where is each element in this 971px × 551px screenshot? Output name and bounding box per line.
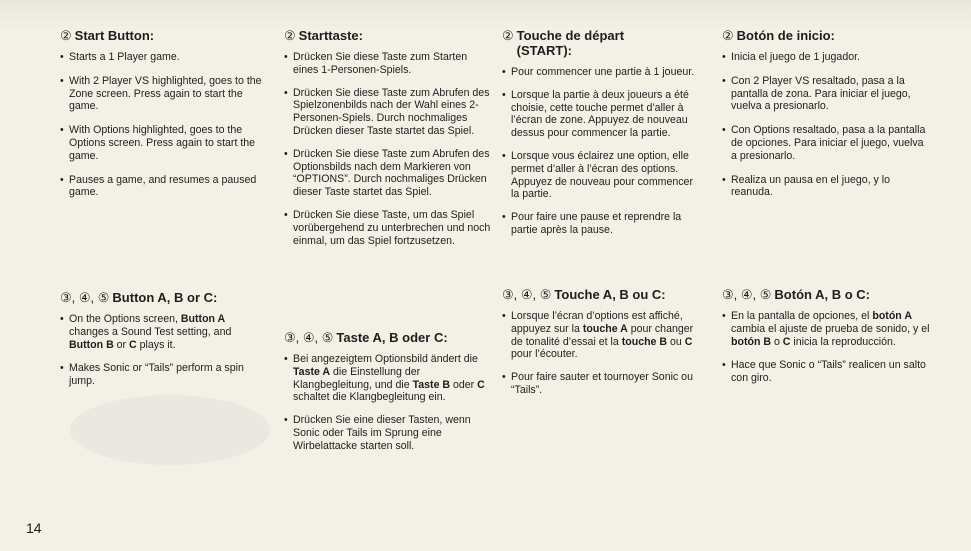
starttaste-list (284, 51, 492, 247)
list-item: • Drücken Sie eine dieser Tasten, wenn Sonic oder Tails im Sprung eine Wirbelattacke starten soll. (284, 414, 492, 452)
list-item: • Con Options resaltado, pasa a la pantalla de opciones. Para iniciar el juego, vuelva a presionarlo. (722, 124, 932, 162)
touche-abc-heading: ③, ④, ⑤ Touche A, B ou C: (502, 287, 666, 302)
list-item: • Lorsque vous éclairez une option, elle permet d’aller à l’écran des options. Appuyez de nouveau pour commencer la partie. (502, 150, 702, 201)
column-french (502, 28, 702, 248)
bleed-through-header (0, 0, 971, 30)
touche-depart-heading: ② Touche de départ (START): (502, 28, 625, 58)
list-item: • Lorsque la partie à deux joueurs a été choisie, cette touche permet d’aller à l’écran de zone. Appuyez de nouveau dessus pour commencer la partie. (502, 89, 702, 140)
list-item: • With 2 Player VS highlighted, goes to the Zone screen. Press again to start the game. (60, 75, 268, 113)
boton-abc-heading: ③, ④, ⑤ Botón A, B o C: (722, 287, 870, 302)
list-item: • En la pantalla de opciones, el botón A cambia el ajuste de prueba de sonido, y el botón B o C inicia la reproducción. (722, 310, 932, 348)
column-french-abc (502, 287, 702, 408)
column-german-abc (284, 330, 492, 464)
boton-inicio-list (722, 51, 932, 199)
list-item: • Bei angezeigtem Optionsbild ändert die Taste A die Einstellung der Klangbegleitung, und die Taste B oder C schaltet die Klangbegleitung ein. (284, 353, 492, 404)
list-item: • Lorsque l’écran d’options est affiché, appuyez sur la touche A pour changer de tonalité d’essai et la touche B ou C pour l’écouter. (502, 310, 702, 361)
list-item: • On the Options screen, Button A changes a Sound Test setting, and Button B or C plays it. (60, 313, 268, 351)
list-item: • Pour faire une pause et reprendre la partie après la pause. (502, 211, 702, 237)
column-spanish (722, 28, 932, 210)
list-item: • Pour commencer une partie à 1 joueur. (502, 66, 702, 79)
bleed-through-illustration (70, 395, 270, 465)
list-item: • Drücken Sie diese Taste, um das Spiel vorübergehend zu unterbrechen und noch einmal, um das Spiel fortzusetzen. (284, 209, 492, 247)
list-item: • Starts a 1 Player game. (60, 51, 268, 64)
list-item: • Inicia el juego de 1 jugador. (722, 51, 932, 64)
column-spanish-abc (722, 287, 932, 396)
list-item: • Pour faire sauter et tournoyer Sonic ou “Tails”. (502, 371, 702, 397)
boton-inicio-heading: ② Botón de inicio: (722, 28, 835, 43)
list-item: • Makes Sonic or “Tails” perform a spin jump. (60, 362, 268, 388)
list-item: • Con 2 Player VS resaltado, pasa a la pantalla de zona. Para iniciar el juego, vuelva a presionarlo. (722, 75, 932, 113)
page-number: 14 (26, 520, 42, 536)
list-item: • With Options highlighted, goes to the Options screen. Press again to start the game. (60, 124, 268, 162)
taste-abc-heading: ③, ④, ⑤ Taste A, B oder C: (284, 330, 448, 345)
abc-button-list (60, 313, 268, 388)
abc-button-heading: ③, ④, ⑤ Button A, B or C: (60, 290, 218, 305)
boton-abc-list (722, 310, 932, 385)
list-item: • Drücken Sie diese Taste zum Abrufen des Optionsbilds nach dem Markieren von “OPTIONS”. Durch nochmaliges Drücken dieser Taste startet das Spiel. (284, 148, 492, 199)
start-button-list (60, 51, 268, 199)
column-english (60, 28, 268, 210)
starttaste-heading: ② Starttaste: (284, 28, 363, 43)
list-item: • Drücken Sie diese Taste zum Abrufen des Spielzonenbilds nach der Wahl eines 2-Personen-Spiels. Durch nochmaliges Drücken dieser Taste startet das Spiel. (284, 87, 492, 138)
touche-depart-list (502, 66, 702, 237)
column-german (284, 28, 492, 258)
start-button-heading: ② Start Button: (60, 28, 155, 43)
touche-abc-list (502, 310, 702, 397)
list-item: • Drücken Sie diese Taste zum Starten eines 1-Personen-Spiels. (284, 51, 492, 77)
list-item: • Hace que Sonic o “Tails” realicen un salto con giro. (722, 359, 932, 385)
list-item: • Pauses a game, and resumes a paused game. (60, 174, 268, 200)
column-english-abc (60, 290, 268, 399)
taste-abc-list (284, 353, 492, 453)
list-item: • Realiza un pausa en el juego, y lo reanuda. (722, 174, 932, 200)
